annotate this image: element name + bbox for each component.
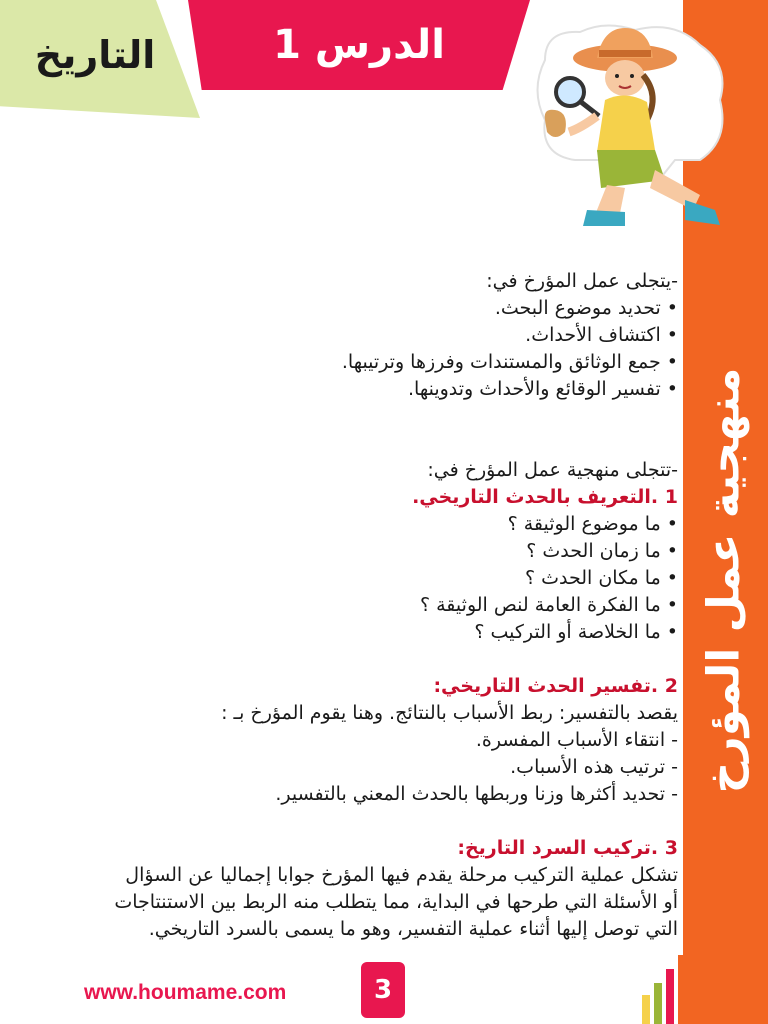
lesson-title: الدرس 1 bbox=[273, 22, 445, 68]
list-item: - ترتيب هذه الأسباب. bbox=[510, 756, 678, 778]
paragraph-line: تشكل عملية التركيب مرحلة يقدم فيها المؤرخ جوابا إجماليا عن السؤال bbox=[125, 864, 678, 886]
list-item: - تحديد أكثرها وزنا وربطها بالحدث المعني بالتفسير. bbox=[275, 783, 678, 805]
paragraph-line: أو الأسئلة التي طرحها في البداية، مما يتطلب منه الربط بين الاستنتاجات bbox=[114, 891, 678, 913]
side-title-text: منهجية عمل المؤرخ bbox=[698, 367, 750, 793]
section1-intro: -يتجلى عمل المؤرخ في: bbox=[486, 270, 678, 292]
paragraph-line: يقصد بالتفسير: ربط الأسباب بالنتائج. وهنا يقوم المؤرخ بـ : bbox=[221, 702, 678, 724]
list-item: • ما موضوع الوثيقة ؟ bbox=[507, 513, 678, 535]
step1-heading: 1 .التعريف بالحدث التاريخي. bbox=[412, 486, 678, 508]
lesson-content bbox=[40, 268, 678, 943]
list-item: • تفسير الوقائع والأحداث وتدوينها. bbox=[408, 378, 678, 400]
list-item: • ما زمان الحدث ؟ bbox=[526, 540, 678, 562]
list-item: - انتقاء الأسباب المفسرة. bbox=[475, 729, 678, 751]
section2-intro: -تتجلى منهجية عمل المؤرخ في: bbox=[427, 459, 678, 481]
page-number: 3 bbox=[373, 975, 393, 1005]
list-item: • ما الفكرة العامة لنص الوثيقة ؟ bbox=[420, 594, 678, 616]
list-item: • ما الخلاصة أو التركيب ؟ bbox=[474, 621, 678, 643]
list-item: • تحديد موضوع البحث. bbox=[494, 297, 678, 319]
list-item: • ما مكان الحدث ؟ bbox=[524, 567, 678, 589]
list-item: • جمع الوثائق والمستندات وفرزها وترتيبها. bbox=[341, 351, 678, 373]
side-title bbox=[684, 367, 764, 793]
paragraph-line: التي توصل إليها أثناء عملية التفسير، وهو ما يسمى بالسرد التاريخي. bbox=[148, 918, 678, 940]
subject-title: التاريخ bbox=[34, 33, 156, 77]
step3-heading: 3 .تركيب السرد التاريخ: bbox=[457, 837, 678, 859]
decorative-bars-icon bbox=[640, 955, 685, 1024]
website-link[interactable]: www.houmame.com bbox=[84, 981, 287, 1004]
step2-heading: 2 .تفسير الحدث التاريخي: bbox=[433, 675, 678, 697]
explorer-with-magnifier-icon bbox=[525, 20, 730, 235]
list-item: • اكتشاف الأحداث. bbox=[525, 324, 678, 346]
